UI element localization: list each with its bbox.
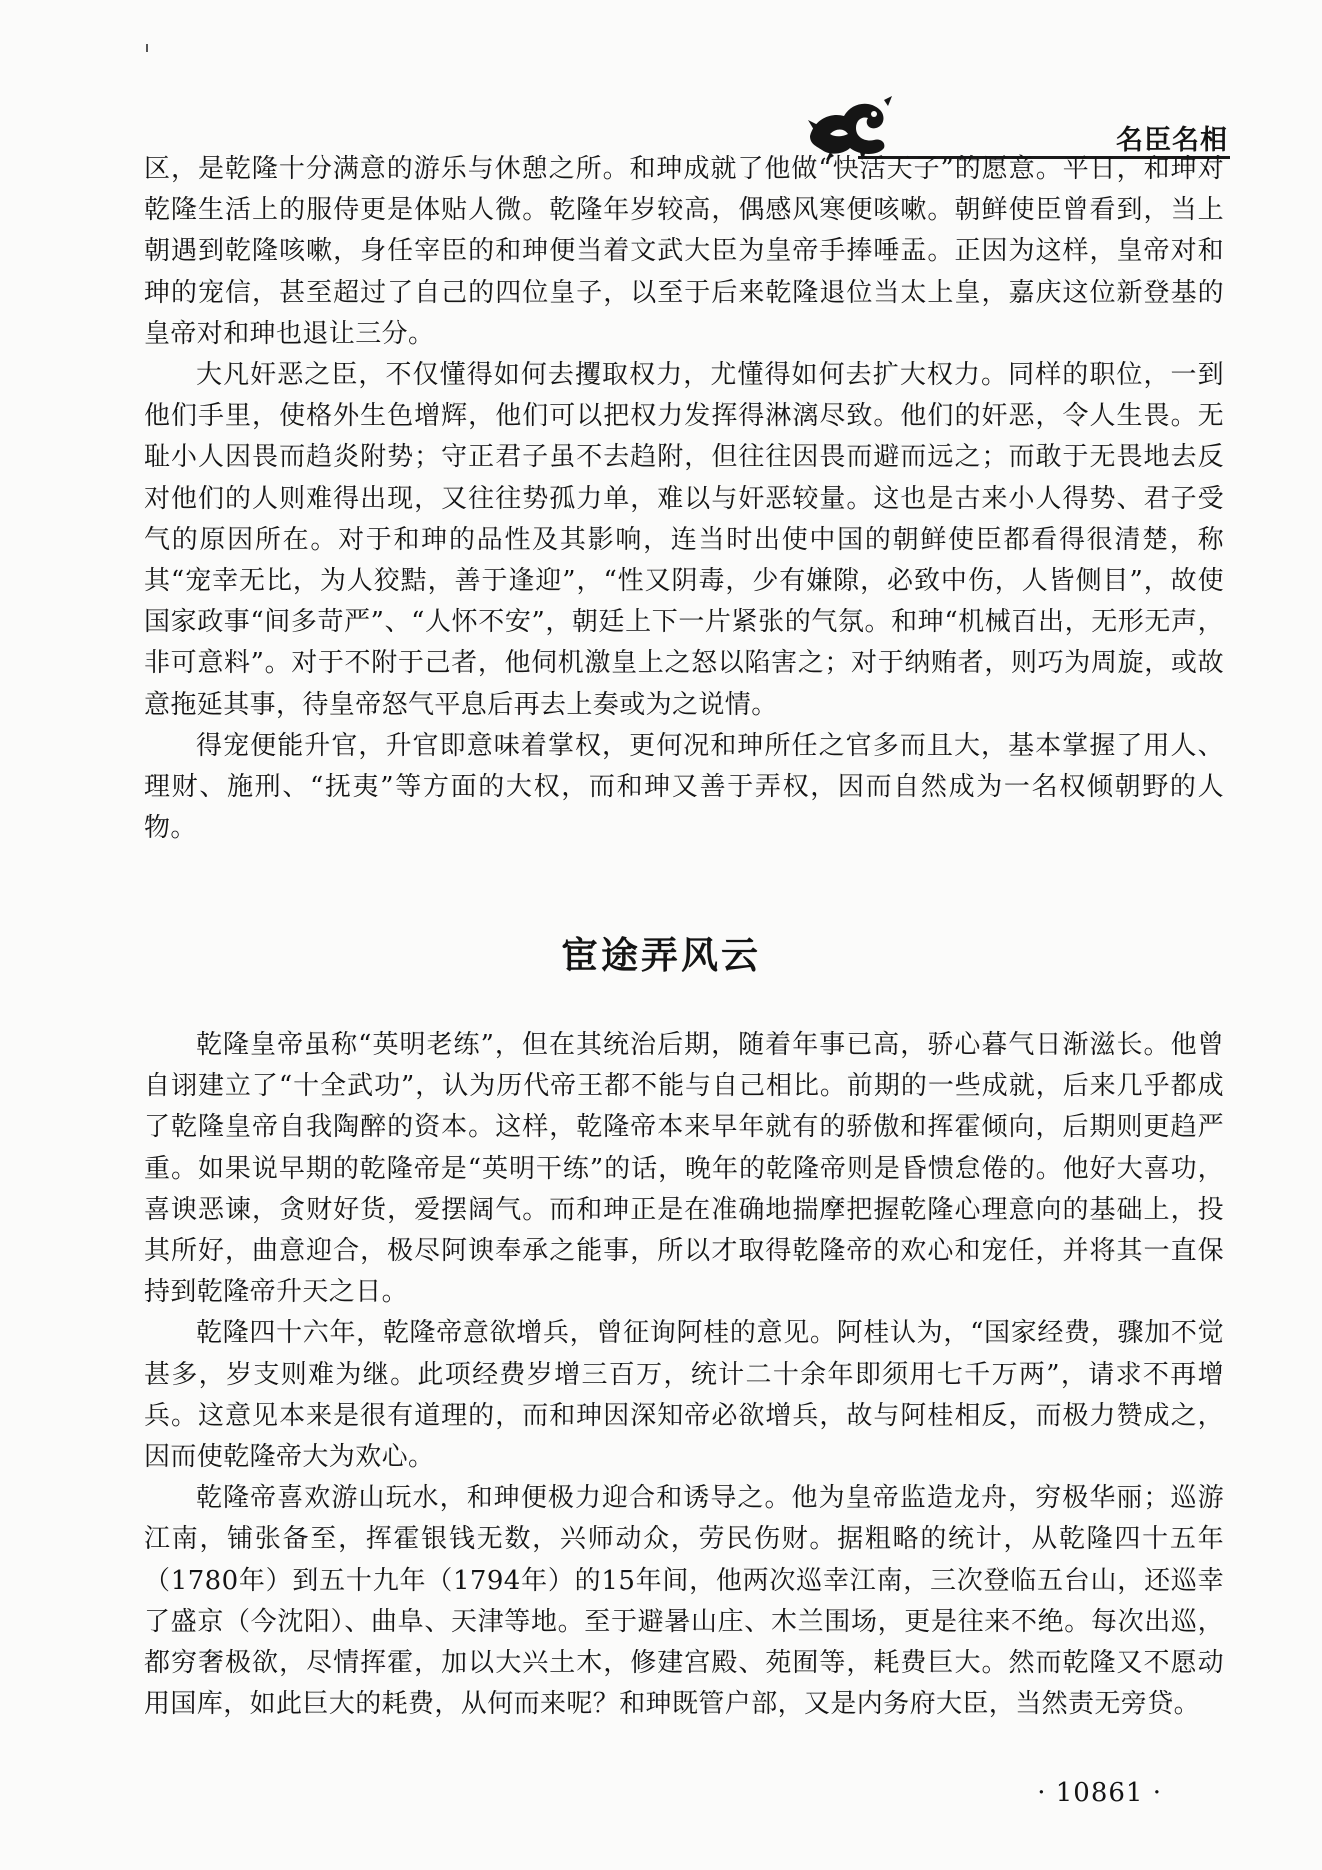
running-header-title: 名臣名相: [1116, 125, 1228, 156]
page-number: · 10861 ·: [1037, 1778, 1162, 1808]
paragraph: 大凡奸恶之臣，不仅懂得如何去攫取权力，尤懂得如何去扩大权力。同样的职位，一到他们手里，使格外生色增辉，他们可以把权力发挥得淋漓尽致。他们的奸恶，令人生畏。无耻小人因畏而趋炎附势；守正君子虽不去趋附，但往往因畏而避而远之；而敢于无畏地去反对他们的人则难得出现，又往往势孤力单，难以与奸恶较量。这也是古来小人得势、君子受气的原因所在。对于和珅的品性及其影响，连当时出使中国的朝鲜使臣都看得很清楚，称其“宠幸无比，为人狡黠，善于逢迎”，“性又阴毒，少有嫌隙，必致中伤，人皆侧目”，故使国家政事“间多苛严”、“人怀不安”，朝廷上下一片紧张的气氛。和珅“机械百出，无形无声，非可意料”。对于不附于己者，他伺机激皇上之怒以陷害之；对于纳贿者，则巧为周旋，或故意拖延其事，待皇帝怒气平息后再去上奏或为之说情。: [144, 360, 1224, 720]
paragraph: 区，是乾隆十分满意的游乐与休憩之所。和珅成就了他做“快活天子”的愿意。平日，和珅对乾隆生活上的服侍更是体贴人微。乾隆年岁较高，偶感风寒便咳嗽。朝鲜使臣曾看到，当上朝遇到乾隆咳嗽，身任宰臣的和珅便当着文武大臣为皇帝手捧唾盂。正因为这样，皇帝对和珅的宠信，甚至超过了自己的四位皇子，以至于后来乾隆退位当太上皇，嘉庆这位新登基的皇帝对和珅也退让三分。: [144, 154, 1224, 349]
paragraph: 得宠便能升官，升官即意味着掌权，更何况和珅所任之官多而且大，基本掌握了用人、理财、施刑、“抚夷”等方面的大权，而和珅又善于弄权，因而自然成为一名权倾朝野的人物。: [144, 730, 1224, 844]
scan-speck: [146, 44, 148, 52]
section-1-body: [144, 149, 1224, 849]
section-heading: 宦途弄风云: [561, 934, 761, 977]
paragraph: 乾隆四十六年，乾隆帝意欲增兵，曾征询阿桂的意见。阿桂认为，“国家经费，骤加不觉甚多，岁支则难为继。此项经费岁增三百万，统计二十余年即须用七千万两”，请求不再增兵。这意见本来是很有道理的，而和珅因深知帝必欲增兵，故与阿桂相反，而极力赞成之，因而使乾隆帝大为欢心。: [144, 1318, 1224, 1473]
paragraph: 乾隆帝喜欢游山玩水，和珅便极力迎合和诱导之。他为皇帝监造龙舟，穷极华丽；巡游江南，铺张备至，挥霍银钱无数，兴师动众，劳民伤财。据粗略的统计，从乾隆四十五年（1780年）到五十九年（1794年）的15年间，他两次巡幸江南，三次登临五台山，还巡幸了盛京（今沈阳）、曲阜、天津等地。至于避暑山庄、木兰围场，更是往来不绝。每次出巡，都穷奢极欲，尽情挥霍，加以大兴土木，修建宫殿、苑囿等，耗费巨大。然而乾隆又不愿动用国库，如此巨大的耗费，从何而来呢？和珅既管户部，又是内务府大臣，当然责无旁贷。: [144, 1483, 1224, 1720]
section-2-body: [144, 1025, 1224, 1725]
paragraph: 乾隆皇帝虽称“英明老练”，但在其统治后期，随着年事已高，骄心暮气日渐滋长。他曾自诩建立了“十全武功”，认为历代帝王都不能与自己相比。前期的一些成就，后来几乎都成了乾隆皇帝自我陶醉的资本。这样，乾隆帝本来早年就有的骄傲和挥霍倾向，后期则更趋严重。如果说早期的乾隆帝是“英明干练”的话，晚年的乾隆帝则是昏愦怠倦的。他好大喜功，喜谀恶谏，贪财好货，爱摆阔气。而和珅正是在准确地揣摩把握乾隆心理意向的基础上，投其所好，曲意迎合，极尽阿谀奉承之能事，所以才取得乾隆帝的欢心和宠任，并将其一直保持到乾隆帝升天之日。: [144, 1030, 1224, 1308]
